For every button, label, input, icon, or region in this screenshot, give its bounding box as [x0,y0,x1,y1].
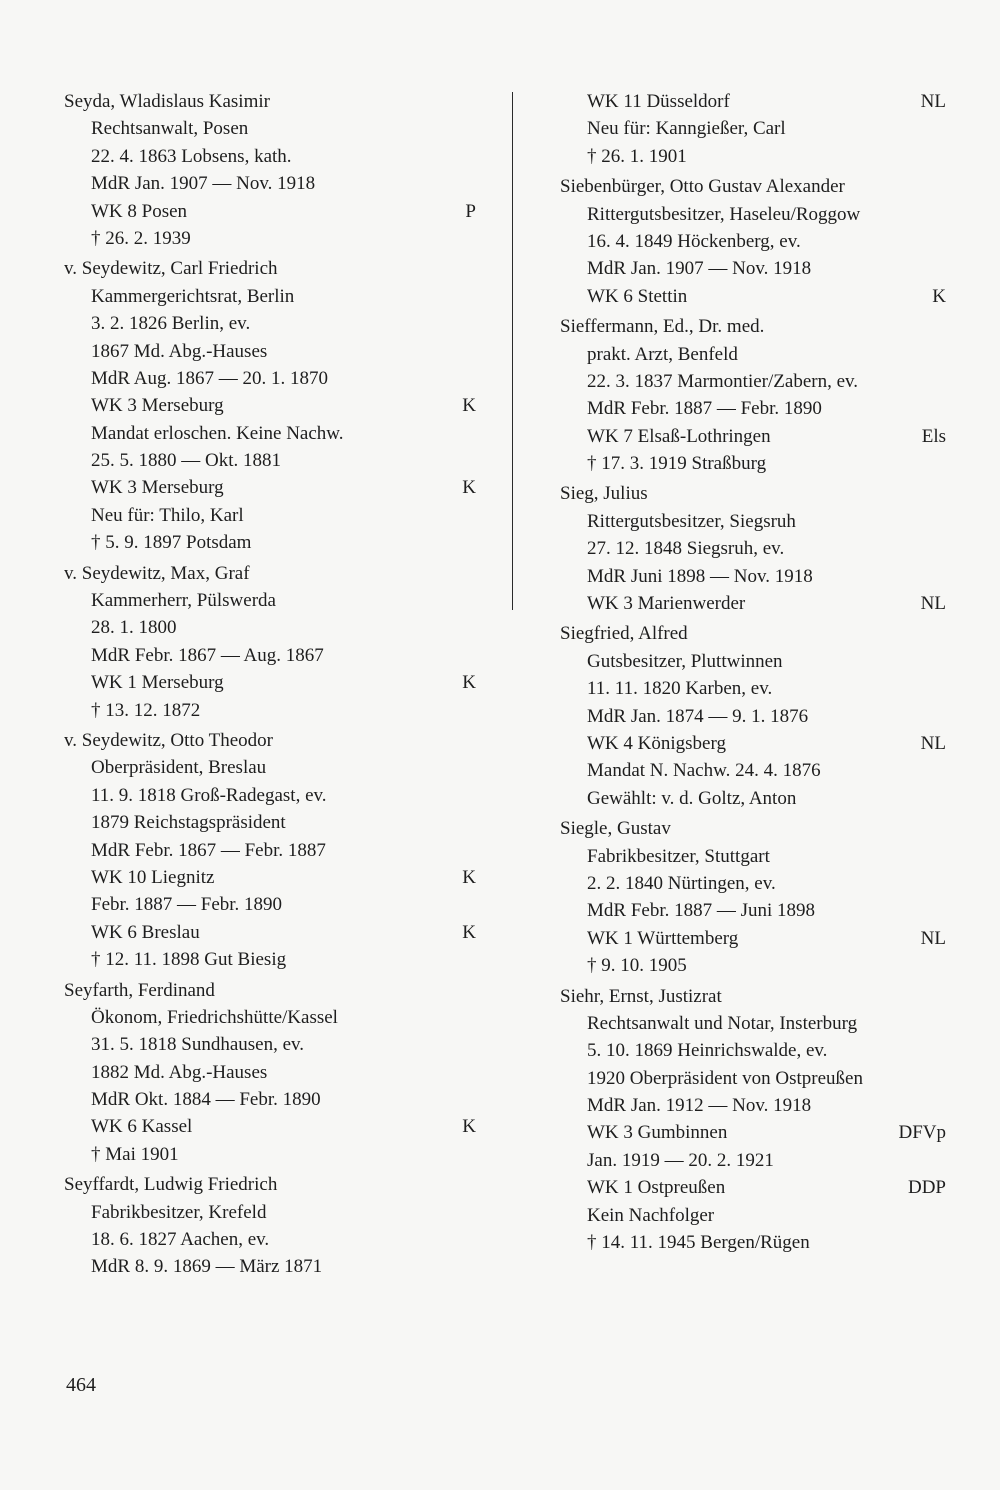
entry-detail-line [560,703,946,730]
entry-detail-text: † 14. 11. 1945 Bergen/Rügen [587,1232,810,1254]
entry-detail-line [64,502,476,529]
party-abbreviation: NL [920,593,946,615]
entry-detail-text: WK 1 Merseburg [91,672,224,694]
entry-detail-line [64,1253,476,1280]
entry-detail-text: 25. 5. 1880 — Okt. 1881 [91,450,281,472]
entry-name: Sieg, Julius [560,483,648,505]
entry-detail-text: 22. 3. 1837 Marmontier/Zabern, ev. [587,370,859,392]
party-abbreviation: K [462,866,476,888]
entry-detail-text: † 9. 10. 1905 [587,955,687,977]
biography-entry [560,313,946,477]
entry-detail-line [560,395,946,422]
entry-detail-text: 22. 4. 1863 Lobsens, kath. [91,145,292,167]
biography-entry [560,620,946,812]
entry-detail-line [560,925,946,952]
entry-detail-text: MdR Jan. 1874 — 9. 1. 1876 [587,705,809,727]
biography-entry [560,815,946,979]
entry-detail-text: WK 3 Merseburg [91,477,224,499]
entry-detail-text: WK 6 Stettin [587,285,688,307]
page-number: 464 [66,1374,96,1396]
entry-detail-text: Kammergerichtsrat, Berlin [91,285,295,307]
entry-detail-text: MdR Jan. 1912 — Nov. 1918 [587,1095,812,1117]
entry-detail-line [64,170,476,197]
entry-detail-text: † 5. 9. 1897 Potsdam [91,532,252,554]
entry-detail-line [64,420,476,447]
entry-detail-text: Mandat N. Nachw. 24. 4. 1876 [587,760,821,782]
entry-detail-text: 11. 9. 1818 Groß-Radegast, ev. [91,784,327,806]
entry-detail-text: MdR Juni 1898 — Nov. 1918 [587,565,813,587]
entry-detail-line [64,338,476,365]
entry-detail-line [560,1202,946,1229]
entry-detail-line [64,310,476,337]
biography-entry [64,1171,476,1281]
entry-detail-text: † 26. 1. 1901 [587,145,687,167]
biography-entry [64,560,476,724]
party-abbreviation: P [465,200,476,222]
entry-detail-text: Kammerherr, Pülswerda [91,590,276,612]
entry-detail-line [560,1174,946,1201]
entry-detail-line [560,283,946,310]
entry-detail-line [64,198,476,225]
entry-detail-line [560,870,946,897]
entry-detail-text: 1920 Oberpräsident von Ostpreußen [587,1067,863,1089]
entry-detail-text: 28. 1. 1800 [91,617,177,639]
entry-detail-text: † 26. 2. 1939 [91,227,191,249]
entry-detail-line [64,946,476,973]
entry-detail-line [560,450,946,477]
entry-detail-text: WK 4 Königsberg [587,732,726,754]
entry-detail-line [64,864,476,891]
biography-entry [560,480,946,617]
entry-detail-line [64,143,476,170]
entry-detail-line [64,115,476,142]
entry-detail-line [64,392,476,419]
entry-detail-text: MdR Okt. 1884 — Febr. 1890 [91,1089,321,1111]
party-abbreviation: NL [920,732,946,754]
entry-detail-line [560,757,946,784]
entry-detail-line [64,587,476,614]
entry-detail-text: Neu für: Kanngießer, Carl [587,118,786,140]
entry-name: v. Seydewitz, Carl Friedrich [64,258,278,280]
entry-detail-line [560,785,946,812]
entry-detail-text: 16. 4. 1849 Höckenberg, ev. [587,230,801,252]
entry-detail-line [64,1086,476,1113]
entry-detail-text: prakt. Arzt, Benfeld [587,343,738,365]
entry-detail-text: Jan. 1919 — 20. 2. 1921 [587,1149,774,1171]
entry-detail-line [560,1065,946,1092]
entry-detail-text: WK 3 Merseburg [91,395,224,417]
column-divider [512,92,513,610]
entry-detail-text: 18. 6. 1827 Aachen, ev. [91,1229,270,1251]
entry-detail-line [560,952,946,979]
entry-detail-text: WK 1 Ostpreußen [587,1177,726,1199]
entry-detail-text: WK 11 Düsseldorf [587,91,730,112]
entry-detail-text: WK 7 Elsaß-Lothringen [587,425,771,447]
entry-detail-line [64,614,476,641]
entry-detail-line [560,843,946,870]
entry-detail-line [560,675,946,702]
biography-entry [64,977,476,1169]
entry-detail-text: Gutsbesitzer, Pluttwinnen [587,650,783,672]
entry-detail-line [64,669,476,696]
entry-detail-text: Rittergutsbesitzer, Haseleu/Roggow [587,203,861,225]
entry-detail-text: Rittergutsbesitzer, Siegsruh [587,510,796,532]
entry-detail-line [560,508,946,535]
entry-detail-text: Fabrikbesitzer, Stuttgart [587,845,770,867]
entry-detail-line [560,228,946,255]
entry-detail-line [560,115,946,142]
entry-detail-line [64,474,476,501]
biography-entry [560,983,946,1257]
entry-detail-text: WK 1 Württemberg [587,927,739,949]
entry-detail-line [560,648,946,675]
entry-detail-line [64,754,476,781]
biography-entry [64,88,476,252]
party-abbreviation: Els [921,425,946,447]
entry-detail-text: 1879 Reichstagspräsident [91,812,286,834]
entry-detail-line [64,225,476,252]
entry-detail-text: 3. 2. 1826 Berlin, ev. [91,313,251,335]
party-abbreviation: DDP [907,1177,946,1199]
entry-detail-line [560,1092,946,1119]
entry-detail-text: WK 8 Posen [91,200,188,222]
entry-detail-line [64,1141,476,1168]
right-column [560,88,946,1259]
entry-detail-text: WK 3 Gumbinnen [587,1122,728,1144]
entry-detail-line [560,1147,946,1174]
entry-detail-line [64,1031,476,1058]
entry-detail-text: Mandat erloschen. Keine Nachw. [91,422,344,444]
entry-detail-line [560,423,946,450]
entry-detail-line [560,341,946,368]
entry-name: Siegle, Gustav [560,818,671,840]
entry-detail-line [560,730,946,757]
entry-detail-text: MdR Febr. 1867 — Aug. 1867 [91,644,324,666]
entry-detail-text: MdR 8. 9. 1869 — März 1871 [91,1256,323,1278]
entry-detail-text: MdR Febr. 1887 — Febr. 1890 [587,398,822,420]
entry-detail-line [64,529,476,556]
entry-detail-text: Febr. 1887 — Febr. 1890 [91,894,283,916]
entry-name: v. Seydewitz, Otto Theodor [64,729,273,751]
entry-detail-text: WK 6 Breslau [91,921,200,943]
entry-detail-text: 5. 10. 1869 Heinrichswalde, ev. [587,1040,828,1062]
entry-detail-line [64,809,476,836]
entry-detail-text: Oberpräsident, Breslau [91,757,267,779]
party-abbreviation: K [462,672,476,694]
entry-detail-line [64,919,476,946]
entry-detail-text: 2. 2. 1840 Nürtingen, ev. [587,872,776,894]
entry-name: Sieffermann, Ed., Dr. med. [560,316,765,338]
left-column [64,88,476,1284]
entry-detail-line [560,1119,946,1146]
entry-detail-line [64,283,476,310]
entry-detail-line [560,143,946,170]
entry-detail-text: Gewählt: v. d. Goltz, Anton [587,787,797,809]
entry-detail-line [64,1226,476,1253]
entry-detail-line [64,1113,476,1140]
biography-entry [64,727,476,974]
entry-detail-line [560,590,946,617]
entry-detail-text: † 13. 12. 1872 [91,699,201,721]
entry-name: v. Seydewitz, Max, Graf [64,562,250,584]
entry-name: Siebenbürger, Otto Gustav Alexander [560,176,845,198]
entry-name: Seyffardt, Ludwig Friedrich [64,1174,278,1196]
entry-detail-line [64,447,476,474]
entry-detail-text: 31. 5. 1818 Sundhausen, ev. [91,1034,305,1056]
entry-detail-line [64,782,476,809]
entry-detail-line [560,897,946,924]
entry-detail-text: 11. 11. 1820 Karben, ev. [587,678,773,700]
entry-detail-line [560,368,946,395]
entry-detail-text: MdR Jan. 1907 — Nov. 1918 [587,258,812,280]
entry-detail-text: Kein Nachfolger [587,1204,715,1226]
entry-name: Seyfarth, Ferdinand [64,979,215,1001]
entry-detail-line [64,837,476,864]
entry-detail-line [64,1199,476,1226]
party-abbreviation: K [462,921,476,943]
entry-name: Seyda, Wladislaus Kasimir [64,91,270,112]
party-abbreviation: NL [920,91,946,112]
entry-detail-text: WK 6 Kassel [91,1116,193,1138]
party-abbreviation: K [462,395,476,417]
entry-detail-line [64,1059,476,1086]
entry-detail-text: Fabrikbesitzer, Krefeld [91,1201,267,1223]
entry-detail-line [64,365,476,392]
biography-entry [560,173,946,310]
entry-detail-line [64,891,476,918]
entry-detail-line [560,255,946,282]
entry-detail-text: † 12. 11. 1898 Gut Biesig [91,949,287,971]
entry-detail-line [560,1229,946,1256]
entry-detail-text: Neu für: Thilo, Karl [91,504,244,526]
entry-detail-text: † Mai 1901 [91,1143,179,1165]
party-abbreviation: K [462,477,476,499]
entry-detail-line [64,1004,476,1031]
biography-entry [560,88,946,170]
entry-detail-text: MdR Jan. 1907 — Nov. 1918 [91,173,316,195]
entry-detail-text: † 17. 3. 1919 Straßburg [587,453,767,475]
entry-detail-text: Rechtsanwalt, Posen [91,118,249,140]
entry-detail-text: MdR Febr. 1887 — Juni 1898 [587,900,816,922]
party-abbreviation: K [462,1116,476,1138]
party-abbreviation: K [932,285,946,307]
entry-name: Siehr, Ernst, Justizrat [560,985,722,1007]
entry-detail-text: Rechtsanwalt und Notar, Insterburg [587,1012,858,1034]
entry-detail-text: 1882 Md. Abg.-Hauses [91,1061,268,1083]
entry-detail-line [560,88,946,115]
entry-detail-text: MdR Febr. 1867 — Febr. 1887 [91,839,326,861]
entry-detail-line [560,201,946,228]
entry-detail-text: MdR Aug. 1867 — 20. 1. 1870 [91,367,328,389]
entry-name: Siegfried, Alfred [560,623,688,645]
entry-detail-text: 27. 12. 1848 Siegsruh, ev. [587,538,785,560]
entry-detail-text: 1867 Md. Abg.-Hauses [91,340,268,362]
entry-detail-line [560,563,946,590]
party-abbreviation: NL [920,927,946,949]
entry-detail-line [64,642,476,669]
entry-detail-text: WK 10 Liegnitz [91,866,215,888]
party-abbreviation: DFVp [898,1122,946,1144]
entry-detail-line [560,535,946,562]
entry-detail-line [560,1037,946,1064]
entry-detail-text: Ökonom, Friedrichshütte/Kassel [91,1006,338,1028]
entry-detail-text: WK 3 Marienwerder [587,593,746,615]
biography-entry [64,255,476,556]
entry-detail-line [560,1010,946,1037]
entry-detail-line [64,697,476,724]
